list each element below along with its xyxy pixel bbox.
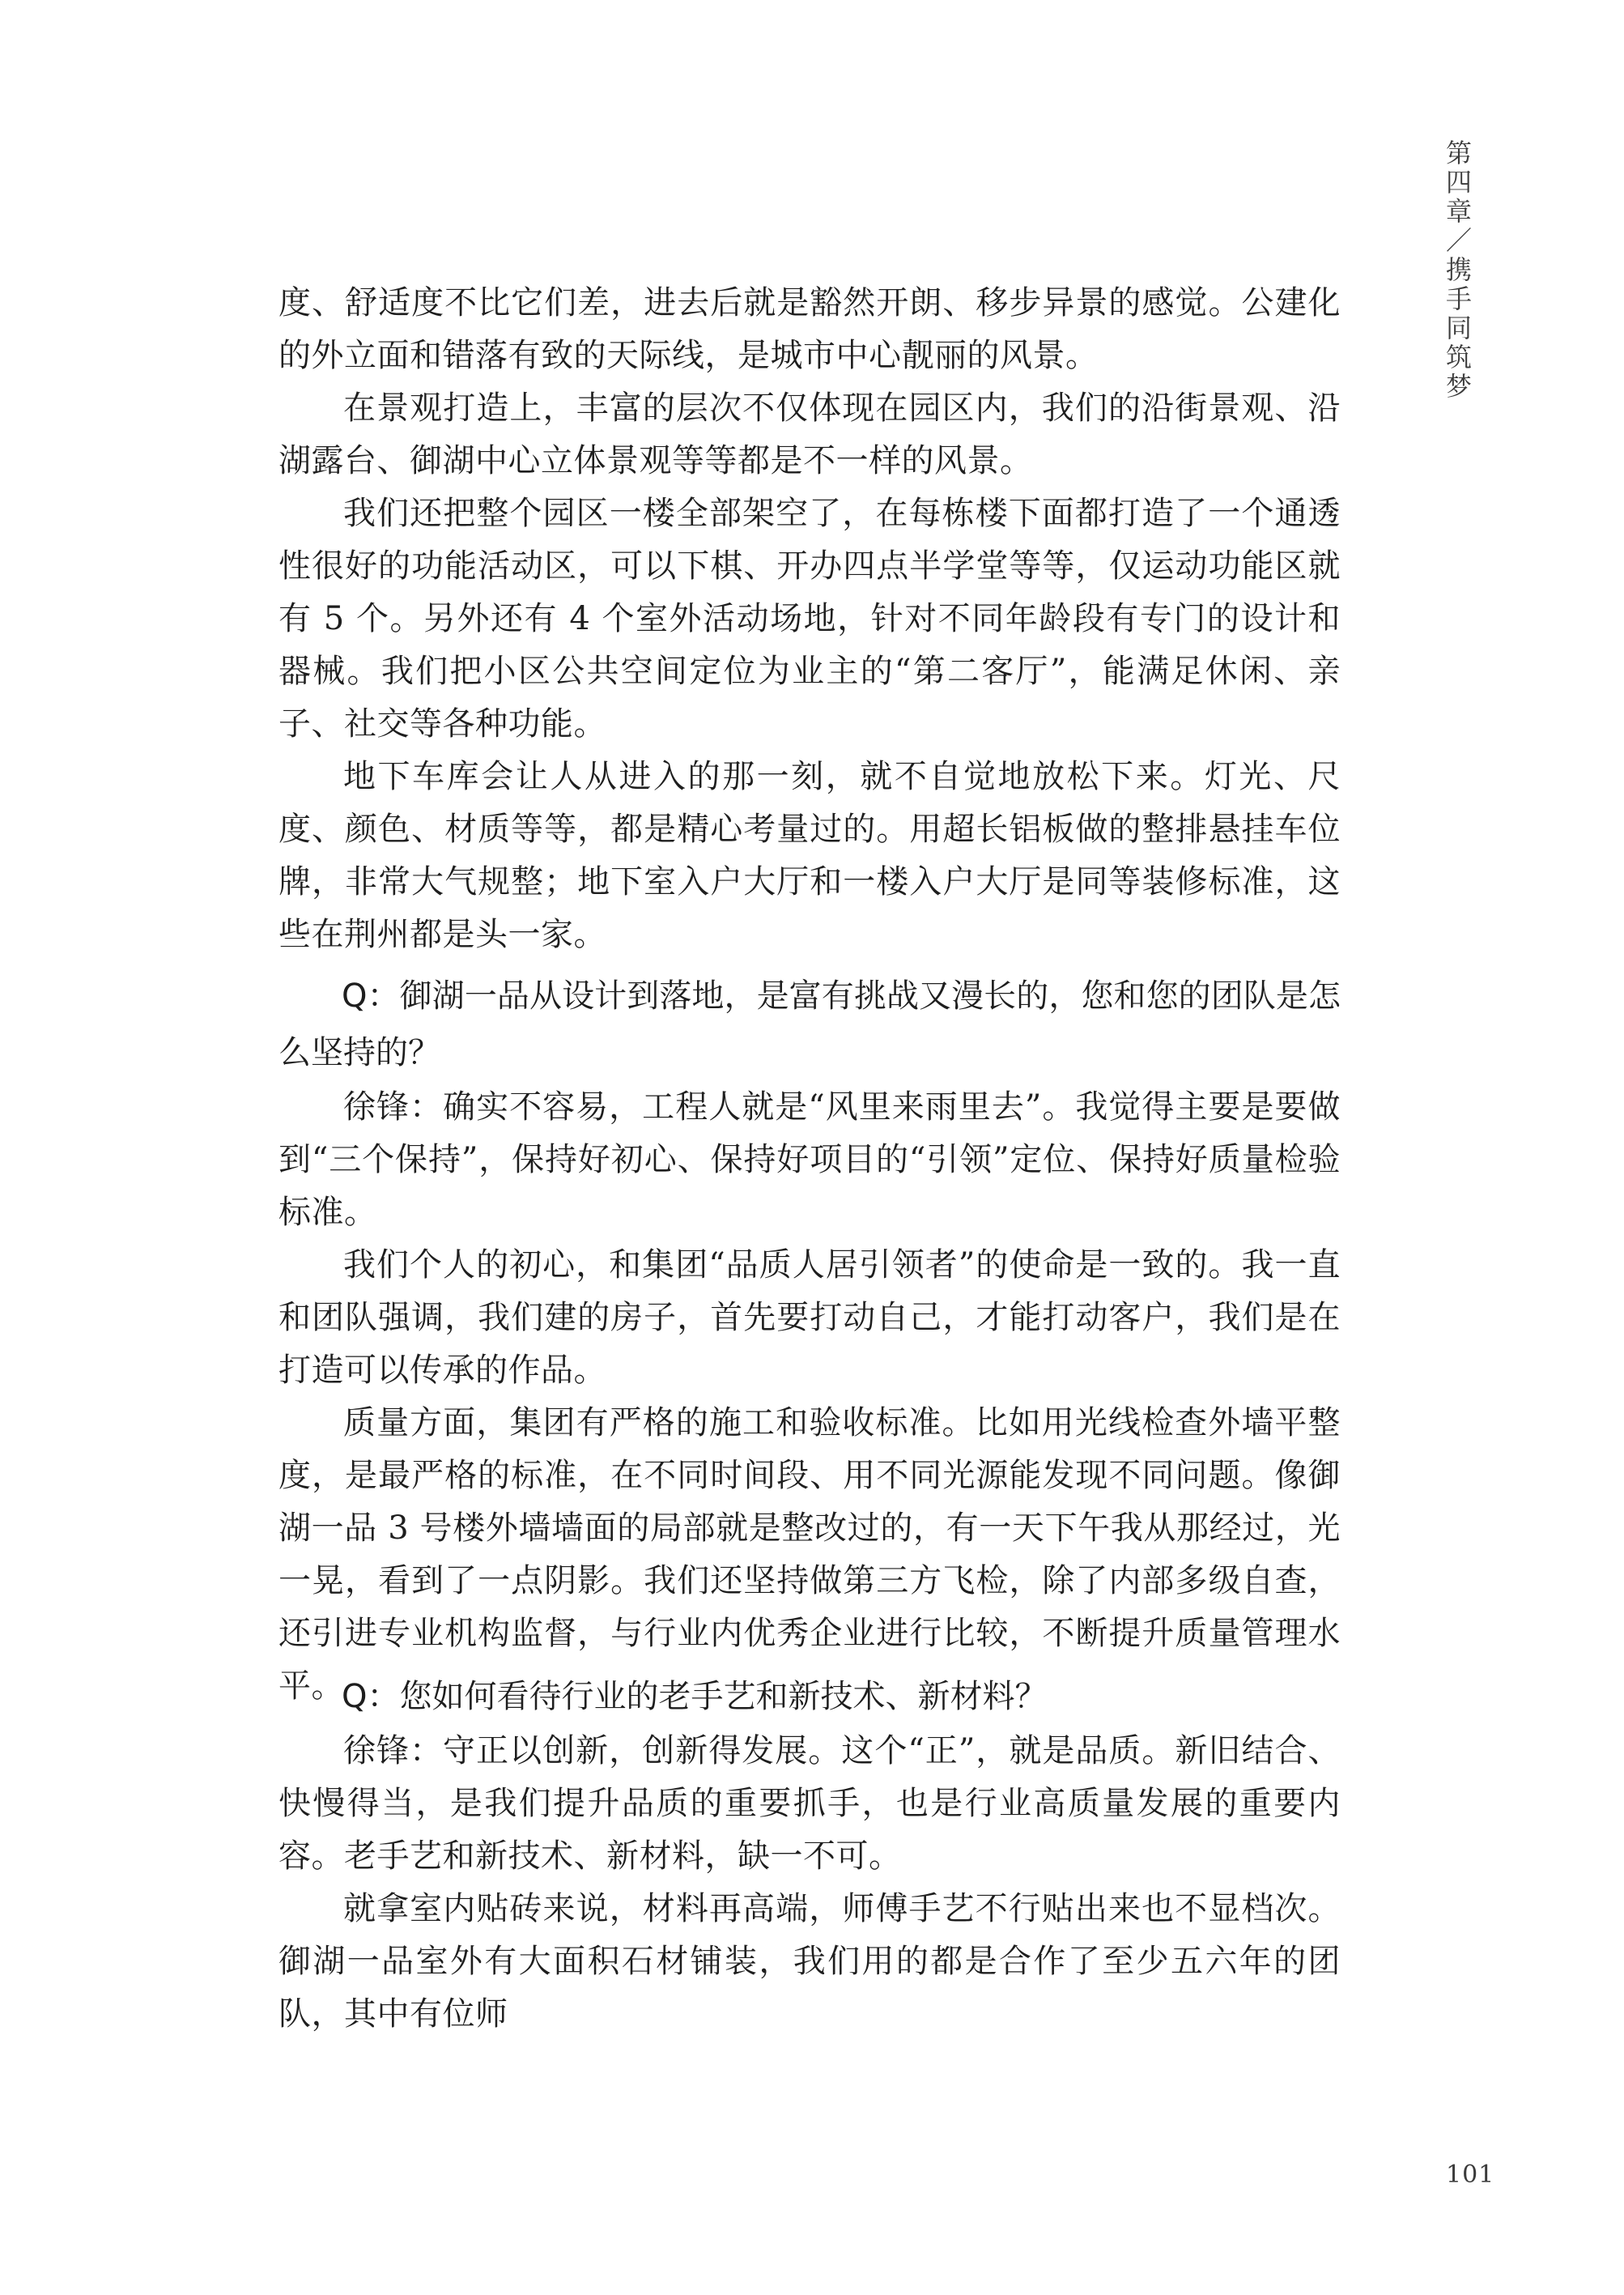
paragraph: 徐锋：守正以创新，创新得发展。这个“正”，就是品质。新旧结合、快慢得当，是我们提升品质的重要抓手，也是行业高质量发展的重要内容。老手艺和新技术、新材料，缺一不可。 (278, 1732, 1341, 1875)
paragraph: 我们个人的初心，和集团“品质人居引领者”的使命是一致的。我一直和团队强调，我们建的房子，首先要打动自己，才能打动客户，我们是在打造可以传承的作品。 (278, 1246, 1341, 1389)
paragraph: 徐锋：确实不容易，工程人就是“风里来雨里去”。我觉得主要是要做到“三个保持”，保持好初心、保持好项目的“引领”定位、保持好质量检验标准。 (278, 1088, 1341, 1231)
paragraph: 就拿室内贴砖来说，材料再高端，师傅手艺不行贴出来也不显档次。御湖一品室外有大面积石材铺装，我们用的都是合作了至少五六年的团队，其中有位师 (278, 1890, 1341, 2033)
interview-section-craft (278, 1668, 1341, 2041)
interview-question: Q：您如何看待行业的老手艺和新技术、新材料？ (342, 1678, 1048, 1715)
interview-section-persistence (278, 968, 1341, 1713)
section-continued-text (278, 277, 1341, 961)
interview-question: Q：御湖一品从设计到落地，是富有挑战又漫长的，您和您的团队是怎么坚持的？ (278, 977, 1341, 1071)
chapter-running-header: 第四章／携手同筑梦 (1442, 139, 1473, 402)
paragraph: 地下车库会让人从进入的那一刻，就不自觉地放松下来。灯光、尺度、颜色、材质等等，都是精心考量过的。用超长铝板做的整排悬挂车位牌，非常大气规整；地下室入户大厅和一楼入户大厅是同等装修标准，这些在荆州都是头一家。 (278, 758, 1341, 953)
paragraph: 在景观打造上，丰富的层次不仅体现在园区内，我们的沿街景观、沿湖露台、御湖中心立体景观等等都是不一样的风景。 (278, 390, 1341, 479)
page-number: 101 (1446, 2161, 1495, 2189)
paragraph: 质量方面，集团有严格的施工和验收标准。比如用光线检查外墙平整度，是最严格的标准，在不同时间段、用不同光源能发现不同问题。像御湖一品 3 号楼外墙墙面的局部就是整改过的，有一天下午我从那经过，光一晃，看到了一点阴影。我们还坚持做第三方飞检，除了内部多级自查，还引进专业机构监督，与行业内优秀企业进行比较，不断提升质量管理水平。 (278, 1404, 1341, 1705)
paragraph: 度、舒适度不比它们差，进去后就是豁然开朗、移步异景的感觉。公建化的外立面和错落有致的天际线，是城市中心靓丽的风景。 (278, 284, 1341, 374)
paragraph: 我们还把整个园区一楼全部架空了，在每栋楼下面都打造了一个通透性很好的功能活动区，可以下棋、开办四点半学堂等等，仅运动功能区就有 5 个。另外还有 4 个室外活动场地，针对不同年龄段有专门的设计和器械。我们把小区公共空间定位为业主的“第二客厅”，能满足休闲、亲子、社交等各种功能。 (278, 495, 1341, 743)
